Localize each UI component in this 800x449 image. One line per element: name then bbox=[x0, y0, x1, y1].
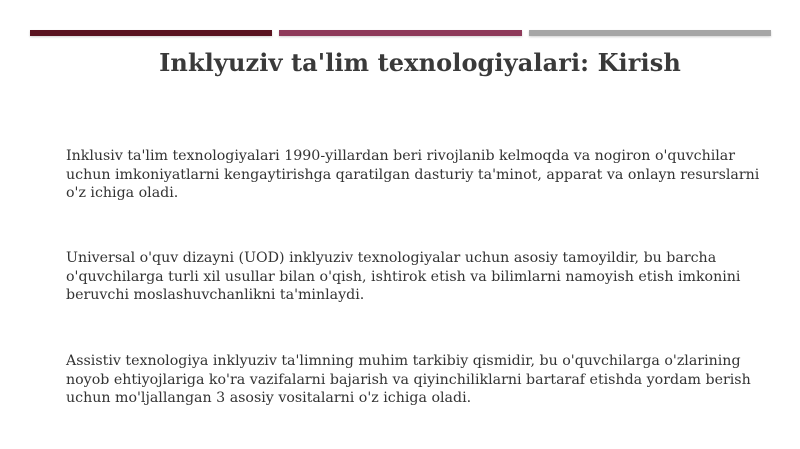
decorative-bar-plum bbox=[279, 30, 522, 36]
paragraph-history: Inklusiv ta'lim texnologiyalari 1990-yillardan beri rivojlanib kelmoqda va nogiron o'quvchilar uchun imkoniyatlarni kengaytirishga qaratilgan dasturiy ta'minot, apparat va onlayn resurslarni o'z ichiga oladi. bbox=[66, 148, 760, 201]
paragraph-assistive-technology: Assistiv texnologiya inklyuziv ta'limning muhim tarkibiy qismidir, bu o'quvchilarga o'zlarining noyob ehtiyojlariga ko'ra vazifalarni bajarish va qiyinchiliklarni bartaraf etishda yordam berish uchun mo'ljallangan 3 asosiy vositalarni o'z ichiga oladi. bbox=[66, 353, 751, 406]
decorative-bar-gray bbox=[529, 30, 771, 36]
slide-title: Inklyuziv ta'lim texnologiyalari: Kirish bbox=[159, 48, 681, 77]
decorative-bar-dark-red bbox=[30, 30, 272, 36]
paragraph-universal-design: Universal o'quv dizayni (UOD) inklyuziv texnologiyalar uchun asosiy tamoyildir, bu barcha o'quvchilarga turli xil usullar bilan o'qish, ishtirok etish va bilimlarni namoyish etish imkonini beruvchi moslashuvchanlikni ta'minlaydi. bbox=[66, 250, 741, 303]
